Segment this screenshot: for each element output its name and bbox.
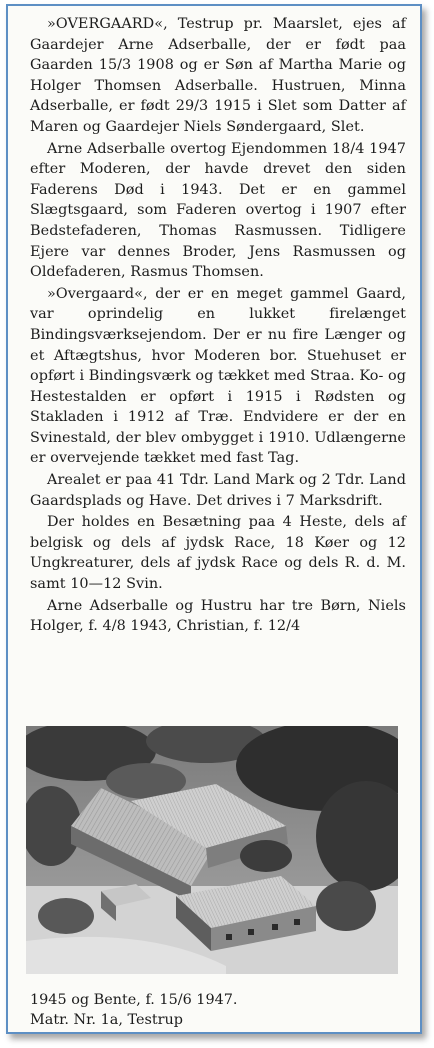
children-continuation: 1945 og Bente, f. 15/6 1947. [30, 992, 238, 1008]
paragraph-history: Arne Adserballe overtog Ejendommen 18/4 1947 efter Moderen, der havde drevet den siden Faderens Død i 1943. Det er en gammel Slægtsgaard, som Faderen overtog i 1907 efter Bedstefaderen, Thomas Rasmussen. Tidligere Ejere var dennes Broder, Jens Rasmussen og Oldefaderen, Rasmus Thomsen. [30, 140, 406, 281]
paragraph-livestock: Der holdes en Besætning paa 4 Heste, dels af belgisk og dels af jydsk Race, 18 Køer og 12 Ungkreaturer, dels af jydsk Race og dels R. d. M. samt 10—12 Svin. [30, 514, 406, 593]
farm-aerial-photo [26, 726, 398, 974]
paragraph-area: Arealet er paa 41 Tdr. Land Mark og 2 Tdr. Land Gaardsplads og Have. Det drives i 7 Marksdrift. [30, 472, 406, 509]
document-page [6, 4, 422, 1034]
farm-photo-illustration [26, 726, 398, 974]
paragraph-ownership: »OVERGAARD«, Testrup pr. Maarslet, ejes af Gaardejer Arne Adserballe, der er født paa Gaarden 15/3 1908 og er Søn af Martha Marie og Holger Thomsen Adserballe. Hustruen, Minna Adserballe, er født 29/3 1915 i Slet som Datter af Maren og Gaardejer Niels Søndergaard, Slet. [30, 16, 406, 135]
paragraph-children: Arne Adserballe og Hustru har tre Børn, Niels Holger, f. 4/8 1943, Christian, f. 12/4 [30, 597, 406, 635]
matrikel-number: Matr. Nr. 1a, Testrup [30, 1012, 183, 1028]
paragraph-buildings: »Overgaard«, der er en meget gammel Gaard, var oprindelig en lukket firelænget Bindingsværksejendom. Der er nu fire Længer og et Aftægtshus, hvor Moderen bor. Stuehuset er opført i Bindingsværk og tækket med Straa. Ko- og Hestestalden er opført i 1915 i Rødsten og Stakladen i 1912 af Træ. Endvidere er der en Svinestald, der blev ombygget i 1910. Udlængerne er overvejende tækket med fast Tag. [30, 285, 406, 467]
article-body [30, 14, 406, 637]
